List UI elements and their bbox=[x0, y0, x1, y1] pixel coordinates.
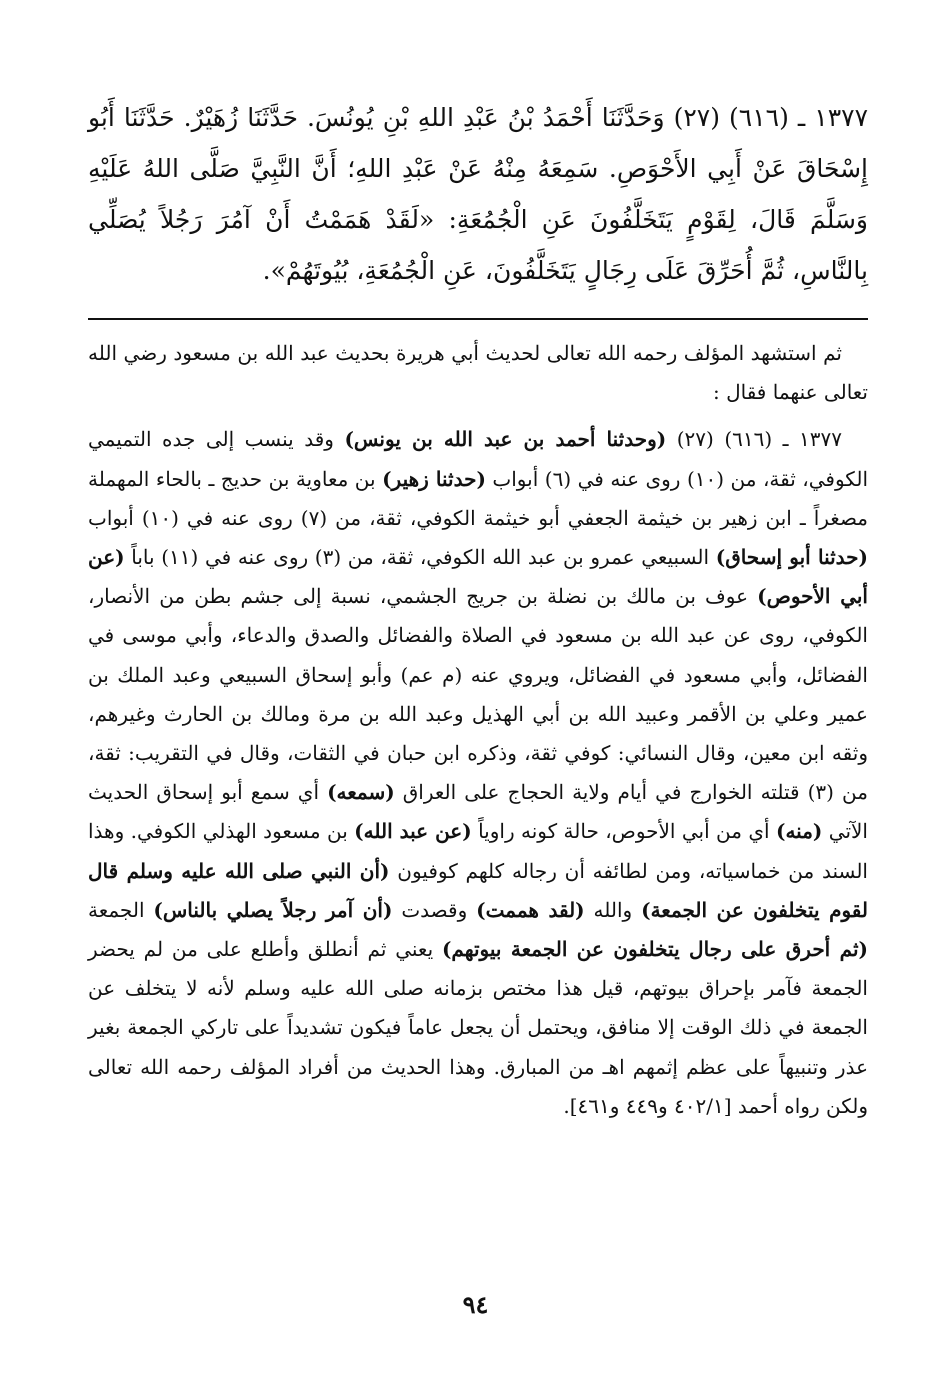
page-number: ٩٤ bbox=[462, 1290, 489, 1319]
commentary-segment-bold: (حدثنا زهير) bbox=[382, 466, 486, 491]
commentary-body bbox=[88, 420, 868, 1126]
commentary-segment-bold: (ثم أحرق على رجال يتخلفون عن الجمعة بيوتهم) bbox=[441, 937, 869, 962]
hadith-text: ١٣٧٧ ـ (٦١٦) (٢٧) وَحَدَّثَنَا أَحْمَدُ بْنُ عَبْدِ اللهِ بْنِ يُونُسَ. حَدَّثَنَا زُهَيْرٌ. حَدَّثَنَا أَبُو إِسْحَاقَ عَنْ أَبِي الأَحْوَصِ. سَمِعَهُ مِنْهُ عَنْ عَبْدِ اللهِ؛ أَنَّ النَّبِيَّ صَلَّى اللهُ عَلَيْهِ وَسَلَّمَ قَالَ، لِقَوْمٍ يَتَخَلَّفُونَ عَنِ الْجُمُعَةِ: «لَقَدْ هَمَمْتُ أَنْ آمُرَ رَجُلاً يُصَلِّي بِالنَّاسِ، ثُمَّ أُحَرِّقَ عَلَى رِجَالٍ يَتَخَلَّفُونَ، عَنِ الْجُمُعَةِ، بُيُوتَهُمْ». bbox=[88, 103, 868, 285]
commentary-segment-bold: (أن النبي صلى الله عليه وسلم قال لقوم يتخلفون عن الجمعة) bbox=[88, 858, 868, 922]
hadith-text-block bbox=[88, 92, 868, 296]
commentary-segment: يعني ثم أنطلق وأطلع على من لم يحضر الجمعة فآمر بإحراق بيوتهم، قيل هذا مختص بزمانه صلى الله عليه وسلم لأنه لا يتخلف عن الجمعة في ذلك الوقت إلا منافق، ويحتمل أن يجعل عاماً فيكون تشديداً على تاركي الجمعة بغير عذر وتنبيهاً على عظم إثمهم اهـ من المبارق. وهذا الحديث من أفراد المؤلف رحمه الله تعالى ولكن رواه أحمد [٤٠٢/١ و٤٤٩ و٤٦١]. bbox=[88, 937, 868, 1118]
commentary-segment: بن مسعود الهذلي الكوفي. وهذا السند من خماسياته، ومن لطائفه أن رجاله كلهم كوفيون bbox=[88, 819, 868, 883]
commentary-segment-bold: (وحدثنا أحمد بن عبد الله بن يونس) bbox=[344, 427, 667, 452]
commentary-segment: بن معاوية بن حديج ـ بالحاء المهملة مصغراً ـ ابن زهير بن خيثمة الجعفي أبو خيثمة الكوفي، ثقة، من (٧) روى عنه في (١٠) أبواب bbox=[88, 466, 869, 530]
commentary-segment-bold: (حدثنا أبو إسحاق) bbox=[715, 545, 868, 570]
commentary-segment: عوف بن مالك بن نضلة بن جريج الجشمي، نسبة إلى جشم بطن من الأنصار، الكوفي، روى عن عبد الله بن مسعود في الصلاة والفضائل والصدق والدعاء، وأبي موسى في الفضائل، وأبي مسعود في الفضائل، ويروي عنه (م عم) وأبو إسحاق السبيعي وعبد الملك بن عمير وعلي بن الأقمر وعبيد الله بن أبي الهذيل وعبد الله بن مرة ومالك بن الحارث وغيرهم، وثقه ابن معين، وقال النسائي: كوفي ثقة، وذكره ابن حبان في الثقات، وقال في التقريب: ثقة، من (٣) قتلته الخوارج في أيام ولاية الحجاج على العراق bbox=[88, 584, 868, 805]
commentary-segment-bold: (أن آمر رجلاً يصلي بالناس) bbox=[153, 897, 393, 922]
commentary-segment-bold: (عن أبي الأحوص) bbox=[88, 545, 868, 609]
commentary-block bbox=[88, 334, 868, 1126]
commentary-segment: والله bbox=[584, 897, 642, 922]
commentary-segment: أي من أبي الأحوص، حالة كونه راوياً bbox=[471, 819, 776, 844]
commentary-segment-bold: (عن عبد الله) bbox=[354, 819, 472, 844]
commentary-intro: ثم استشهد المؤلف رحمه الله تعالى لحديث أبي هريرة بحديث عبد الله بن مسعود رضي الله تعالى عنهما فقال : bbox=[88, 341, 868, 405]
commentary-segment: ١٣٧٧ ـ (٦١٦) (٢٧) bbox=[666, 427, 842, 452]
commentary-segment: وقصدت bbox=[392, 897, 477, 922]
commentary-segment: السبيعي عمرو بن عبد الله الكوفي، ثقة، من (٣) روى عنه في (١١) باباً bbox=[124, 545, 716, 570]
commentary-segment: وقد ينسب إلى جده التميمي الكوفي، ثقة، من (١٠) روى عنه في (٦) أبواب bbox=[88, 427, 869, 491]
commentary-segment: أي سمع أبو إسحاق الحديث الآتي bbox=[88, 780, 868, 844]
commentary-segment-bold: (منه) bbox=[775, 819, 823, 844]
commentary-segment-bold: (لقد هممت) bbox=[476, 897, 585, 922]
page-body bbox=[88, 92, 868, 1134]
separator-rule bbox=[88, 318, 868, 320]
commentary-segment-bold: (سمعه) bbox=[327, 780, 395, 805]
commentary-segment: الجمعة bbox=[88, 897, 154, 922]
